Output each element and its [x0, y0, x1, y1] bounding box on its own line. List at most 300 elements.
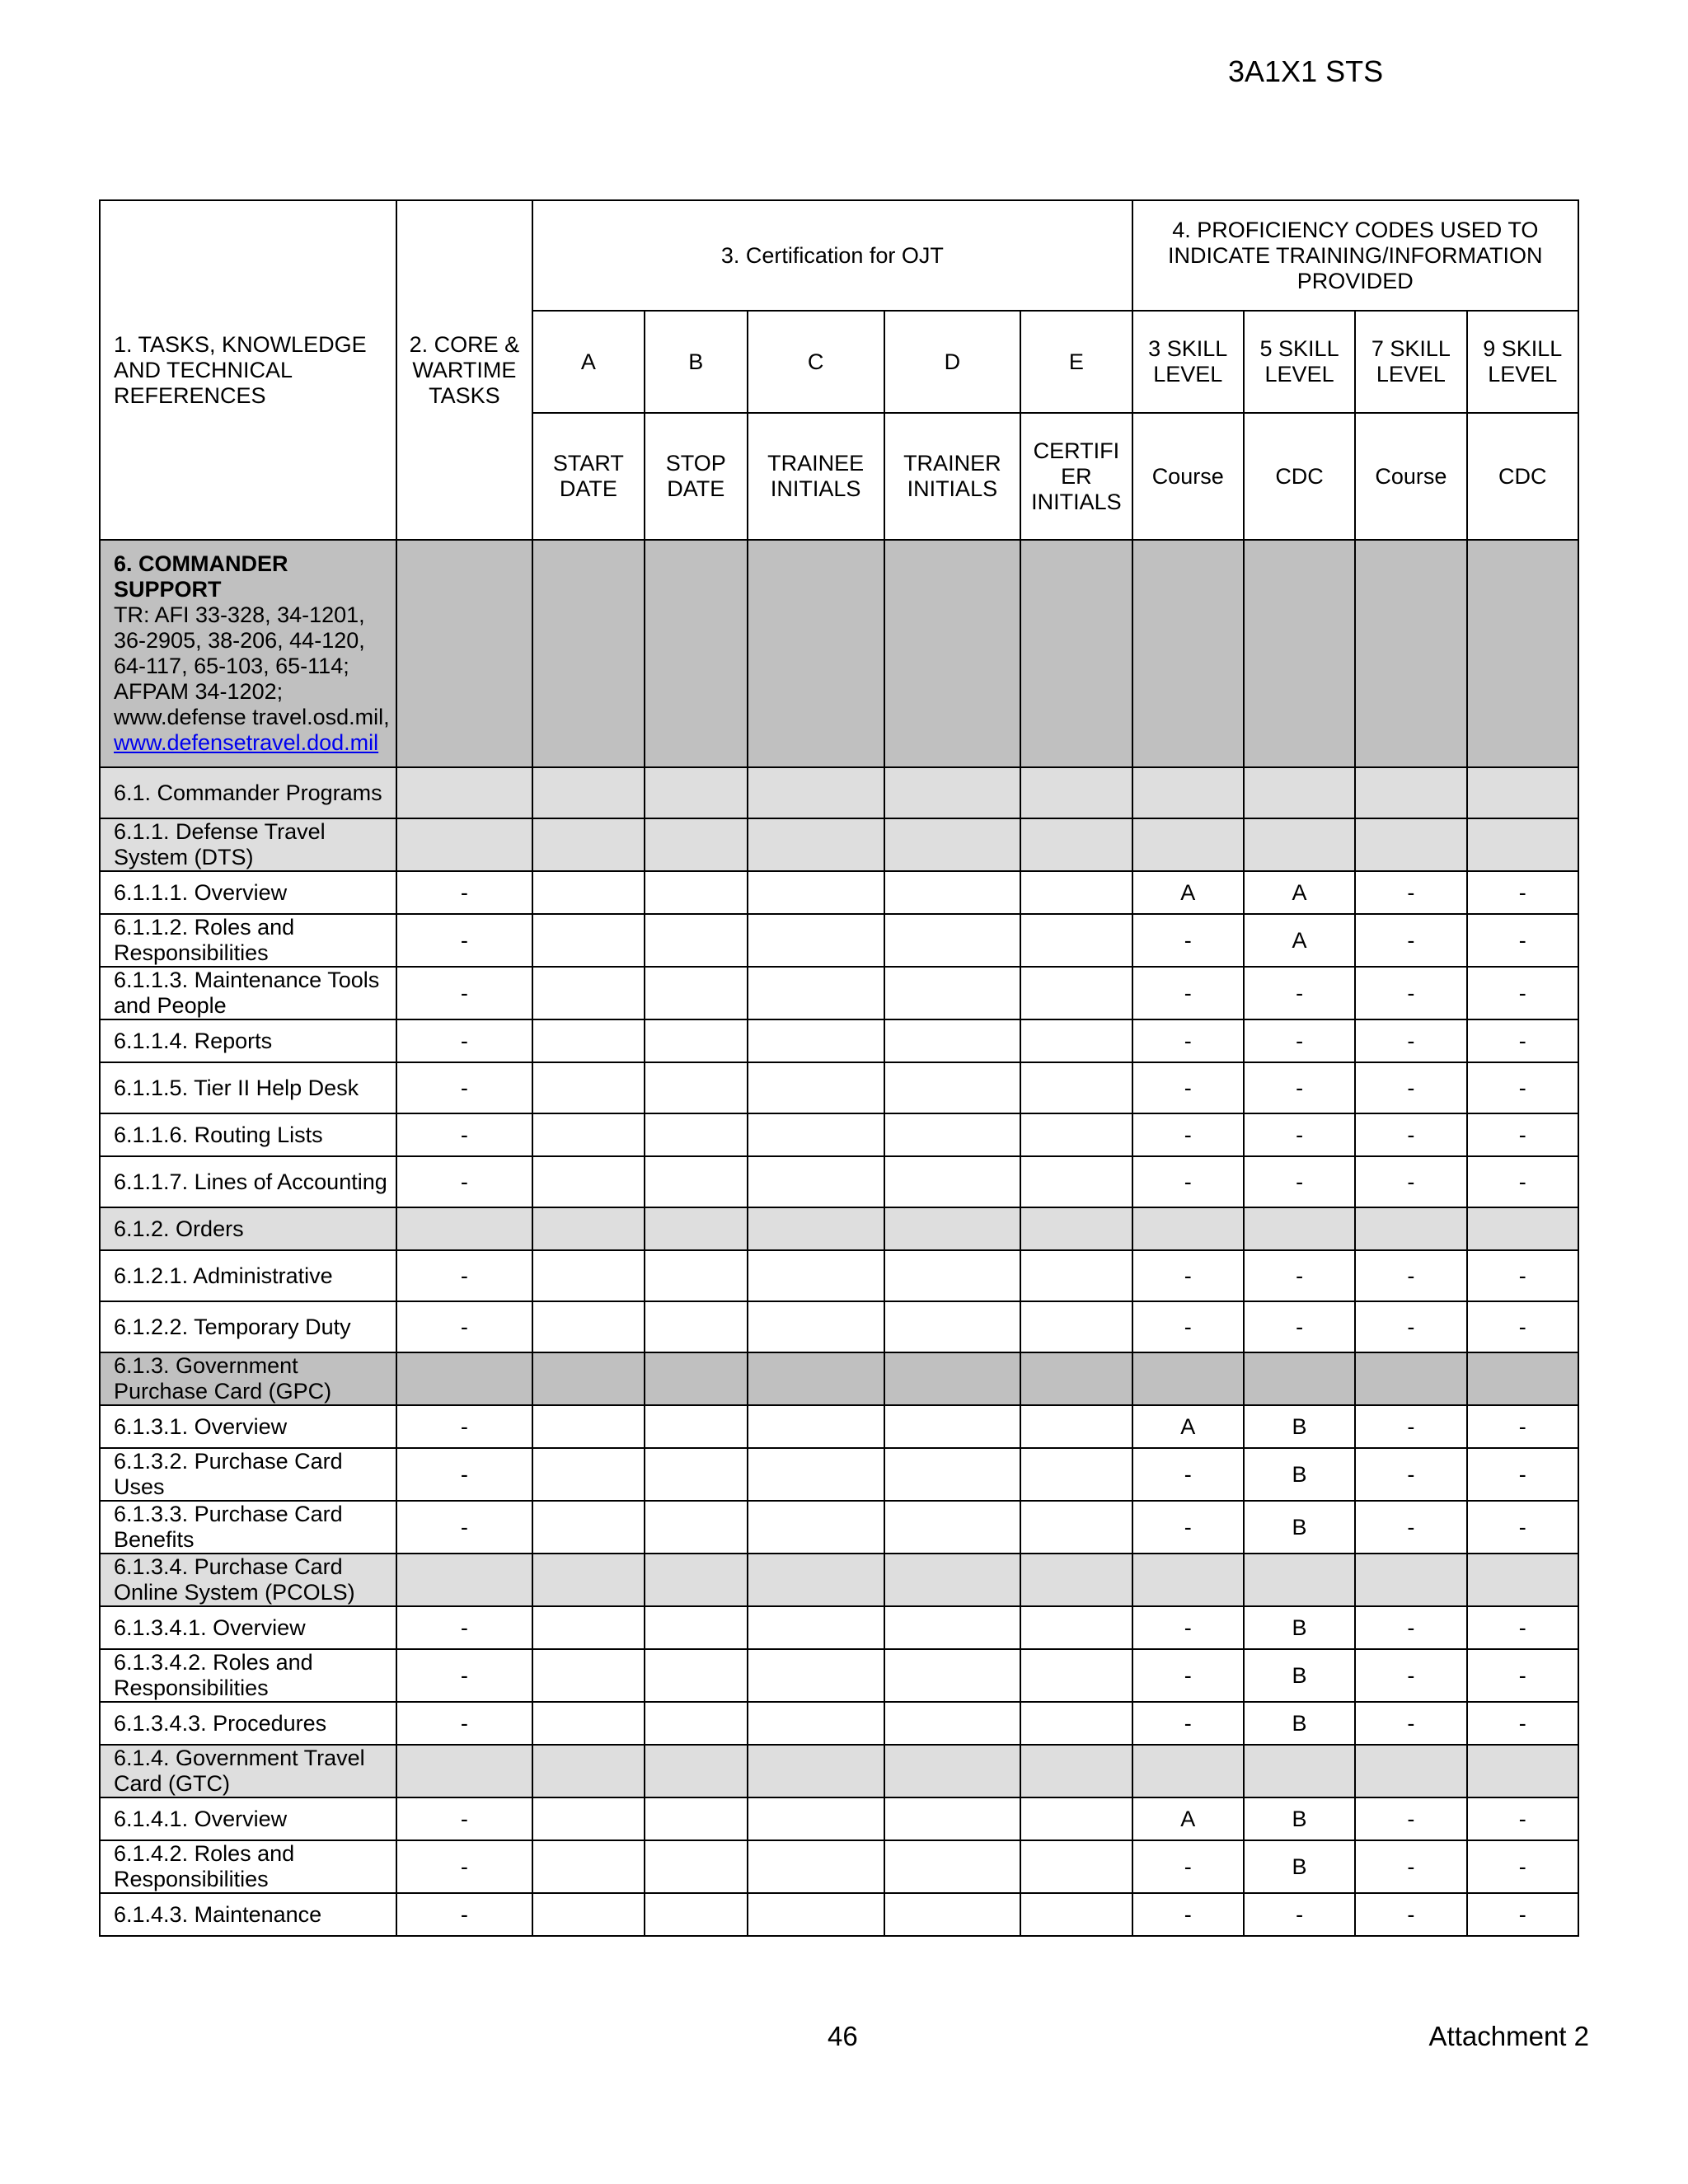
- col-tasks-header: 1. TASKS, KNOWLEDGE AND TECHNICAL REFERENCES: [100, 200, 396, 540]
- task-cell: 6.1.3.2. Purchase Card Uses: [100, 1448, 396, 1501]
- core-cell: -: [396, 1649, 533, 1702]
- certification-cell[interactable]: [748, 767, 884, 818]
- certification-cell[interactable]: [748, 1019, 884, 1062]
- certification-cell[interactable]: [532, 1501, 644, 1554]
- certification-cell[interactable]: [532, 1301, 644, 1352]
- proficiency-code-cell: -: [1467, 967, 1578, 1019]
- certification-cell[interactable]: [748, 1606, 884, 1649]
- certification-cell[interactable]: [748, 1797, 884, 1840]
- proficiency-code-cell: -: [1244, 1250, 1355, 1301]
- section-cell: [100, 540, 396, 767]
- proficiency-code-cell: -: [1467, 1702, 1578, 1745]
- subsection-row: [100, 1554, 1578, 1606]
- core-cell: -: [396, 1702, 533, 1745]
- certification-cell[interactable]: [884, 967, 1021, 1019]
- proficiency-code-cell: A: [1244, 914, 1355, 967]
- core-cell: [396, 1554, 533, 1606]
- certification-cell[interactable]: [748, 1405, 884, 1448]
- task-row: [100, 1113, 1578, 1156]
- cert-letter-e: E: [1020, 311, 1132, 413]
- certification-cell[interactable]: [884, 1745, 1021, 1797]
- proficiency-code-cell: -: [1132, 1606, 1244, 1649]
- certification-cell[interactable]: [1020, 1554, 1132, 1606]
- proficiency-code-cell: -: [1355, 1250, 1466, 1301]
- task-cell: 6.1.1. Defense Travel System (DTS): [100, 818, 396, 871]
- cert-letter-c: C: [748, 311, 884, 413]
- task-cell: 6.1.1.1. Overview: [100, 871, 396, 914]
- certification-cell[interactable]: [1020, 1113, 1132, 1156]
- certification-cell[interactable]: [1020, 1062, 1132, 1113]
- proficiency-code-cell: [1244, 1554, 1355, 1606]
- certification-cell[interactable]: [884, 1554, 1021, 1606]
- proficiency-code-cell: -: [1467, 1797, 1578, 1840]
- task-row: [100, 1649, 1578, 1702]
- certification-cell[interactable]: [884, 1448, 1021, 1501]
- proficiency-code-cell: -: [1467, 1649, 1578, 1702]
- certification-cell[interactable]: [748, 1352, 884, 1405]
- proficiency-code-cell: -: [1467, 1156, 1578, 1207]
- certification-cell[interactable]: [645, 1840, 748, 1893]
- certification-cell[interactable]: [884, 818, 1021, 871]
- subsection-row: [100, 1207, 1578, 1250]
- proficiency-code-cell: -: [1355, 1893, 1466, 1936]
- proficiency-header: 4. PROFICIENCY CODES USED TO INDICATE TRAINING/INFORMATION PROVIDED: [1132, 200, 1578, 311]
- certification-cell[interactable]: [645, 1745, 748, 1797]
- section-references: TR: AFI 33-328, 34-1201, 36-2905, 38-206, 44-120, 64-117, 65-103, 65-114; AFPAM 34-1202; www.defense travel.osd.mil,: [114, 602, 390, 729]
- proficiency-code-cell: B: [1244, 1448, 1355, 1501]
- certification-cell[interactable]: [748, 871, 884, 914]
- core-cell: -: [396, 914, 533, 967]
- proficiency-code-cell: -: [1467, 1606, 1578, 1649]
- proficiency-code-cell: [1355, 767, 1466, 818]
- core-cell: -: [396, 1250, 533, 1301]
- certification-cell[interactable]: [884, 914, 1021, 967]
- proficiency-code-cell: -: [1467, 1062, 1578, 1113]
- certification-cell[interactable]: [748, 1893, 884, 1936]
- proficiency-code-cell: [1467, 1554, 1578, 1606]
- certification-cell[interactable]: [884, 1019, 1021, 1062]
- proficiency-code-cell: [1467, 1352, 1578, 1405]
- proficiency-code-cell: -: [1355, 1156, 1466, 1207]
- certification-cell[interactable]: [1020, 967, 1132, 1019]
- core-cell: [396, 767, 533, 818]
- proficiency-code-cell: -: [1132, 1156, 1244, 1207]
- core-cell: [396, 1207, 533, 1250]
- certification-cell[interactable]: [884, 1156, 1021, 1207]
- proficiency-code-cell: -: [1467, 1840, 1578, 1893]
- core-cell: -: [396, 871, 533, 914]
- proficiency-code-cell: -: [1467, 1250, 1578, 1301]
- certification-cell[interactable]: [1020, 1301, 1132, 1352]
- certification-cell[interactable]: [532, 1606, 644, 1649]
- proficiency-code-cell: -: [1467, 914, 1578, 967]
- task-cell: 6.1.3.4. Purchase Card Online System (PCOLS): [100, 1554, 396, 1606]
- task-cell: 6.1.1.5. Tier II Help Desk: [100, 1062, 396, 1113]
- certification-cell[interactable]: [532, 1893, 644, 1936]
- certification-cell[interactable]: [532, 818, 644, 871]
- task-cell: 6.1.2.1. Administrative: [100, 1250, 396, 1301]
- proficiency-code-cell: B: [1244, 1702, 1355, 1745]
- certification-cell[interactable]: [1020, 1448, 1132, 1501]
- task-row: [100, 967, 1578, 1019]
- certification-cell[interactable]: [884, 1207, 1021, 1250]
- certification-cell[interactable]: [645, 1797, 748, 1840]
- proficiency-code-cell: -: [1355, 1405, 1466, 1448]
- certification-cell[interactable]: [645, 767, 748, 818]
- certification-cell[interactable]: [645, 1207, 748, 1250]
- certification-cell[interactable]: [748, 1062, 884, 1113]
- task-cell: 6.1.1.4. Reports: [100, 1019, 396, 1062]
- proficiency-code-cell: B: [1244, 1606, 1355, 1649]
- proficiency-code-cell: -: [1355, 967, 1466, 1019]
- skill-level-3: 3 SKILL LEVEL: [1132, 311, 1244, 413]
- proficiency-code-cell: B: [1244, 1797, 1355, 1840]
- certification-cell[interactable]: [532, 1019, 644, 1062]
- certification-cell[interactable]: [748, 1554, 884, 1606]
- certification-cell[interactable]: [1020, 1702, 1132, 1745]
- proficiency-code-cell: B: [1244, 1405, 1355, 1448]
- proficiency-code-cell: -: [1355, 1019, 1466, 1062]
- task-cell: 6.1.2.2. Temporary Duty: [100, 1301, 396, 1352]
- core-cell: -: [396, 1156, 533, 1207]
- proficiency-code-cell: -: [1355, 1448, 1466, 1501]
- certification-cell[interactable]: [532, 1702, 644, 1745]
- certification-cell[interactable]: [645, 1405, 748, 1448]
- certification-cell[interactable]: [748, 967, 884, 1019]
- proficiency-code-cell: [1355, 1352, 1466, 1405]
- proficiency-code-cell: -: [1355, 1702, 1466, 1745]
- certification-cell[interactable]: [1020, 1405, 1132, 1448]
- skill-source-9: CDC: [1467, 413, 1578, 540]
- certification-cell[interactable]: [1020, 1797, 1132, 1840]
- task-row: [100, 1301, 1578, 1352]
- proficiency-code-cell: A: [1132, 1405, 1244, 1448]
- certification-cell[interactable]: [748, 1448, 884, 1501]
- proficiency-code-cell: -: [1355, 1062, 1466, 1113]
- proficiency-code-cell: [1244, 1207, 1355, 1250]
- proficiency-code-cell: A: [1132, 871, 1244, 914]
- certification-cell[interactable]: [645, 967, 748, 1019]
- document-code: 3A1X1 STS: [1228, 54, 1384, 88]
- proficiency-code-cell: -: [1244, 1113, 1355, 1156]
- proficiency-code-cell: -: [1132, 1448, 1244, 1501]
- proficiency-code-cell: -: [1132, 1501, 1244, 1554]
- proficiency-code-cell: -: [1355, 1501, 1466, 1554]
- proficiency-code-cell: [1244, 767, 1355, 818]
- certification-cell[interactable]: [884, 1702, 1021, 1745]
- task-row: [100, 1501, 1578, 1554]
- cert-label-stop-date: STOP DATE: [645, 413, 748, 540]
- certification-cell[interactable]: [884, 1405, 1021, 1448]
- certification-cell[interactable]: [645, 1649, 748, 1702]
- certification-cell[interactable]: [645, 1606, 748, 1649]
- certification-cell[interactable]: [532, 871, 644, 914]
- certification-cell[interactable]: [645, 1062, 748, 1113]
- proficiency-code-cell: A: [1132, 1797, 1244, 1840]
- task-cell: 6.1.3.4.2. Roles and Responsibilities: [100, 1649, 396, 1702]
- proficiency-code-cell: [1132, 818, 1244, 871]
- core-cell: -: [396, 1893, 533, 1936]
- proficiency-code-cell: -: [1355, 914, 1466, 967]
- task-cell: 6.1.3.1. Overview: [100, 1405, 396, 1448]
- task-row: [100, 1062, 1578, 1113]
- skill-source-5: CDC: [1244, 413, 1355, 540]
- certification-header: 3. Certification for OJT: [532, 200, 1132, 311]
- proficiency-code-cell: -: [1132, 1062, 1244, 1113]
- task-row: [100, 1840, 1578, 1893]
- proficiency-code-cell: [1355, 1207, 1466, 1250]
- certification-cell[interactable]: [1020, 914, 1132, 967]
- certification-cell[interactable]: [1020, 1250, 1132, 1301]
- proficiency-code-cell: -: [1467, 1893, 1578, 1936]
- certification-cell[interactable]: [532, 1649, 644, 1702]
- proficiency-code-cell: -: [1132, 1840, 1244, 1893]
- certification-cell[interactable]: [748, 1301, 884, 1352]
- task-cell: 6.1.1.2. Roles and Responsibilities: [100, 914, 396, 967]
- certification-cell[interactable]: [748, 1113, 884, 1156]
- proficiency-code-cell: -: [1467, 871, 1578, 914]
- certification-cell[interactable]: [748, 1745, 884, 1797]
- proficiency-code-cell: -: [1467, 1405, 1578, 1448]
- proficiency-code-cell: -: [1132, 967, 1244, 1019]
- core-cell: -: [396, 1062, 533, 1113]
- cert-label-certifier-initials: CERTIFI ER INITIALS: [1020, 413, 1132, 540]
- certification-cell[interactable]: [884, 1606, 1021, 1649]
- section-row: [100, 540, 1578, 767]
- task-cell: 6.1.1.6. Routing Lists: [100, 1113, 396, 1156]
- certification-cell[interactable]: [645, 1352, 748, 1405]
- task-cell: 6.1.4. Government Travel Card (GTC): [100, 1745, 396, 1797]
- certification-cell[interactable]: [884, 1501, 1021, 1554]
- cert-label-trainee-initials: TRAINEE INITIALS: [748, 413, 884, 540]
- certification-cell[interactable]: [1020, 1893, 1132, 1936]
- certification-cell[interactable]: [645, 1019, 748, 1062]
- core-cell: -: [396, 967, 533, 1019]
- certification-cell[interactable]: [645, 1554, 748, 1606]
- proficiency-code-cell: -: [1132, 1019, 1244, 1062]
- proficiency-code-cell: -: [1467, 1113, 1578, 1156]
- certification-cell[interactable]: [532, 767, 644, 818]
- certification-cell[interactable]: [532, 1062, 644, 1113]
- proficiency-code-cell: [1467, 767, 1578, 818]
- certification-cell[interactable]: [532, 1405, 644, 1448]
- certification-cell[interactable]: [532, 1840, 644, 1893]
- proficiency-code-cell: -: [1244, 1301, 1355, 1352]
- proficiency-code-cell: -: [1244, 1893, 1355, 1936]
- proficiency-code-cell: [1467, 818, 1578, 871]
- core-cell: -: [396, 1301, 533, 1352]
- proficiency-code-cell: [1467, 1745, 1578, 1797]
- sts-table: [99, 199, 1579, 1937]
- proficiency-code-cell: -: [1244, 1062, 1355, 1113]
- task-row: [100, 1250, 1578, 1301]
- certification-cell[interactable]: [884, 871, 1021, 914]
- skill-source-7: Course: [1355, 413, 1466, 540]
- proficiency-code-cell: [1355, 818, 1466, 871]
- cert-letter-b: B: [645, 311, 748, 413]
- certification-cell[interactable]: [748, 818, 884, 871]
- certification-cell[interactable]: [645, 1250, 748, 1301]
- certification-cell[interactable]: [748, 1156, 884, 1207]
- proficiency-code-cell: -: [1132, 914, 1244, 967]
- certification-cell[interactable]: [1020, 1606, 1132, 1649]
- certification-cell[interactable]: [884, 1797, 1021, 1840]
- certification-cell[interactable]: [884, 1649, 1021, 1702]
- certification-cell[interactable]: [884, 1893, 1021, 1936]
- certification-cell[interactable]: [532, 1156, 644, 1207]
- core-cell: -: [396, 1501, 533, 1554]
- task-cell: 6.1.3.4.1. Overview: [100, 1606, 396, 1649]
- core-cell: [396, 1352, 533, 1405]
- proficiency-code-cell: -: [1355, 1113, 1466, 1156]
- certification-cell[interactable]: [645, 818, 748, 871]
- subsection-row: [100, 818, 1578, 871]
- core-cell: [396, 818, 533, 871]
- certification-cell[interactable]: [1020, 767, 1132, 818]
- core-cell: -: [396, 1448, 533, 1501]
- certification-cell[interactable]: [1020, 1207, 1132, 1250]
- task-cell: 6.1.1.3. Maintenance Tools and People: [100, 967, 396, 1019]
- task-cell: 6.1.2. Orders: [100, 1207, 396, 1250]
- cert-letter-d: D: [884, 311, 1021, 413]
- proficiency-code-cell: [1132, 1554, 1244, 1606]
- task-row: [100, 1156, 1578, 1207]
- certification-cell[interactable]: [884, 1250, 1021, 1301]
- task-row: [100, 1448, 1578, 1501]
- defense-travel-link[interactable]: www.defensetravel.dod.mil: [114, 730, 379, 755]
- proficiency-code-cell: [1467, 1207, 1578, 1250]
- task-row: [100, 871, 1578, 914]
- certification-cell[interactable]: [645, 1702, 748, 1745]
- task-row: [100, 914, 1578, 967]
- certification-cell[interactable]: [532, 1113, 644, 1156]
- subsection-row: [100, 1352, 1578, 1405]
- proficiency-code-cell: -: [1355, 1840, 1466, 1893]
- proficiency-code-cell: -: [1355, 1797, 1466, 1840]
- task-row: [100, 1797, 1578, 1840]
- certification-cell[interactable]: [1020, 1649, 1132, 1702]
- proficiency-code-cell: [1132, 767, 1244, 818]
- certification-cell[interactable]: [748, 1250, 884, 1301]
- certification-cell[interactable]: [645, 871, 748, 914]
- certification-cell[interactable]: [748, 1649, 884, 1702]
- proficiency-code-cell: -: [1467, 1448, 1578, 1501]
- certification-cell[interactable]: [748, 914, 884, 967]
- certification-cell[interactable]: [1020, 1019, 1132, 1062]
- certification-cell[interactable]: [532, 1797, 644, 1840]
- skill-level-7: 7 SKILL LEVEL: [1355, 311, 1466, 413]
- proficiency-code-cell: B: [1244, 1840, 1355, 1893]
- proficiency-code-cell: -: [1132, 1301, 1244, 1352]
- certification-cell[interactable]: [645, 1501, 748, 1554]
- certification-cell[interactable]: [1020, 818, 1132, 871]
- certification-cell[interactable]: [1020, 1840, 1132, 1893]
- certification-cell[interactable]: [532, 1250, 644, 1301]
- proficiency-code-cell: [1132, 1207, 1244, 1250]
- subsection-row: [100, 1745, 1578, 1797]
- certification-cell[interactable]: [1020, 871, 1132, 914]
- certification-cell[interactable]: [884, 1062, 1021, 1113]
- certification-cell[interactable]: [532, 914, 644, 967]
- task-row: [100, 1019, 1578, 1062]
- core-cell: -: [396, 1019, 533, 1062]
- core-cell: -: [396, 1405, 533, 1448]
- proficiency-code-cell: -: [1132, 1250, 1244, 1301]
- certification-cell[interactable]: [748, 1501, 884, 1554]
- certification-cell[interactable]: [532, 1207, 644, 1250]
- certification-cell[interactable]: [884, 767, 1021, 818]
- certification-cell[interactable]: [1020, 1501, 1132, 1554]
- cert-letter-a: A: [532, 311, 644, 413]
- skill-level-9: 9 SKILL LEVEL: [1467, 311, 1578, 413]
- proficiency-code-cell: [1244, 1745, 1355, 1797]
- proficiency-code-cell: -: [1244, 1156, 1355, 1207]
- certification-cell[interactable]: [532, 1745, 644, 1797]
- certification-cell[interactable]: [645, 914, 748, 967]
- certification-cell[interactable]: [748, 1840, 884, 1893]
- task-cell: 6.1.4.1. Overview: [100, 1797, 396, 1840]
- certification-cell[interactable]: [645, 1448, 748, 1501]
- page-number: 46: [828, 2021, 858, 2051]
- proficiency-code-cell: -: [1467, 1501, 1578, 1554]
- proficiency-code-cell: [1132, 1352, 1244, 1405]
- certification-cell[interactable]: [645, 1301, 748, 1352]
- cert-label-trainer-initials: TRAINER INITIALS: [884, 413, 1021, 540]
- certification-cell[interactable]: [645, 1156, 748, 1207]
- task-cell: 6.1.3.4.3. Procedures: [100, 1702, 396, 1745]
- certification-cell[interactable]: [884, 1113, 1021, 1156]
- proficiency-code-cell: [1355, 1745, 1466, 1797]
- subsection-row: [100, 767, 1578, 818]
- certification-cell[interactable]: [1020, 1156, 1132, 1207]
- certification-cell[interactable]: [532, 1448, 644, 1501]
- proficiency-code-cell: -: [1355, 1649, 1466, 1702]
- proficiency-code-cell: [1244, 818, 1355, 871]
- certification-cell[interactable]: [645, 1113, 748, 1156]
- proficiency-code-cell: -: [1467, 1301, 1578, 1352]
- certification-cell[interactable]: [748, 1702, 884, 1745]
- proficiency-code-cell: -: [1132, 1893, 1244, 1936]
- certification-cell[interactable]: [645, 1893, 748, 1936]
- certification-cell[interactable]: [884, 1840, 1021, 1893]
- certification-cell[interactable]: [1020, 1745, 1132, 1797]
- task-row: [100, 1893, 1578, 1936]
- proficiency-code-cell: -: [1244, 1019, 1355, 1062]
- certification-cell[interactable]: [884, 1301, 1021, 1352]
- proficiency-code-cell: -: [1355, 871, 1466, 914]
- certification-cell[interactable]: [748, 1207, 884, 1250]
- proficiency-code-cell: -: [1467, 1019, 1578, 1062]
- task-row: [100, 1702, 1578, 1745]
- col-core-header: 2. CORE & WARTIME TASKS: [396, 200, 533, 540]
- certification-cell[interactable]: [532, 1554, 644, 1606]
- task-row: [100, 1606, 1578, 1649]
- proficiency-code-cell: -: [1132, 1649, 1244, 1702]
- proficiency-code-cell: -: [1132, 1702, 1244, 1745]
- core-cell: -: [396, 1606, 533, 1649]
- certification-cell[interactable]: [1020, 1352, 1132, 1405]
- cert-label-start-date: START DATE: [532, 413, 644, 540]
- certification-cell[interactable]: [532, 967, 644, 1019]
- proficiency-code-cell: [1244, 1352, 1355, 1405]
- proficiency-code-cell: -: [1355, 1301, 1466, 1352]
- certification-cell[interactable]: [884, 1352, 1021, 1405]
- task-cell: 6.1.3. Government Purchase Card (GPC): [100, 1352, 396, 1405]
- task-cell: 6.1.1.7. Lines of Accounting: [100, 1156, 396, 1207]
- certification-cell[interactable]: [532, 1352, 644, 1405]
- header-row-1: [100, 200, 1578, 311]
- task-cell: 6.1. Commander Programs: [100, 767, 396, 818]
